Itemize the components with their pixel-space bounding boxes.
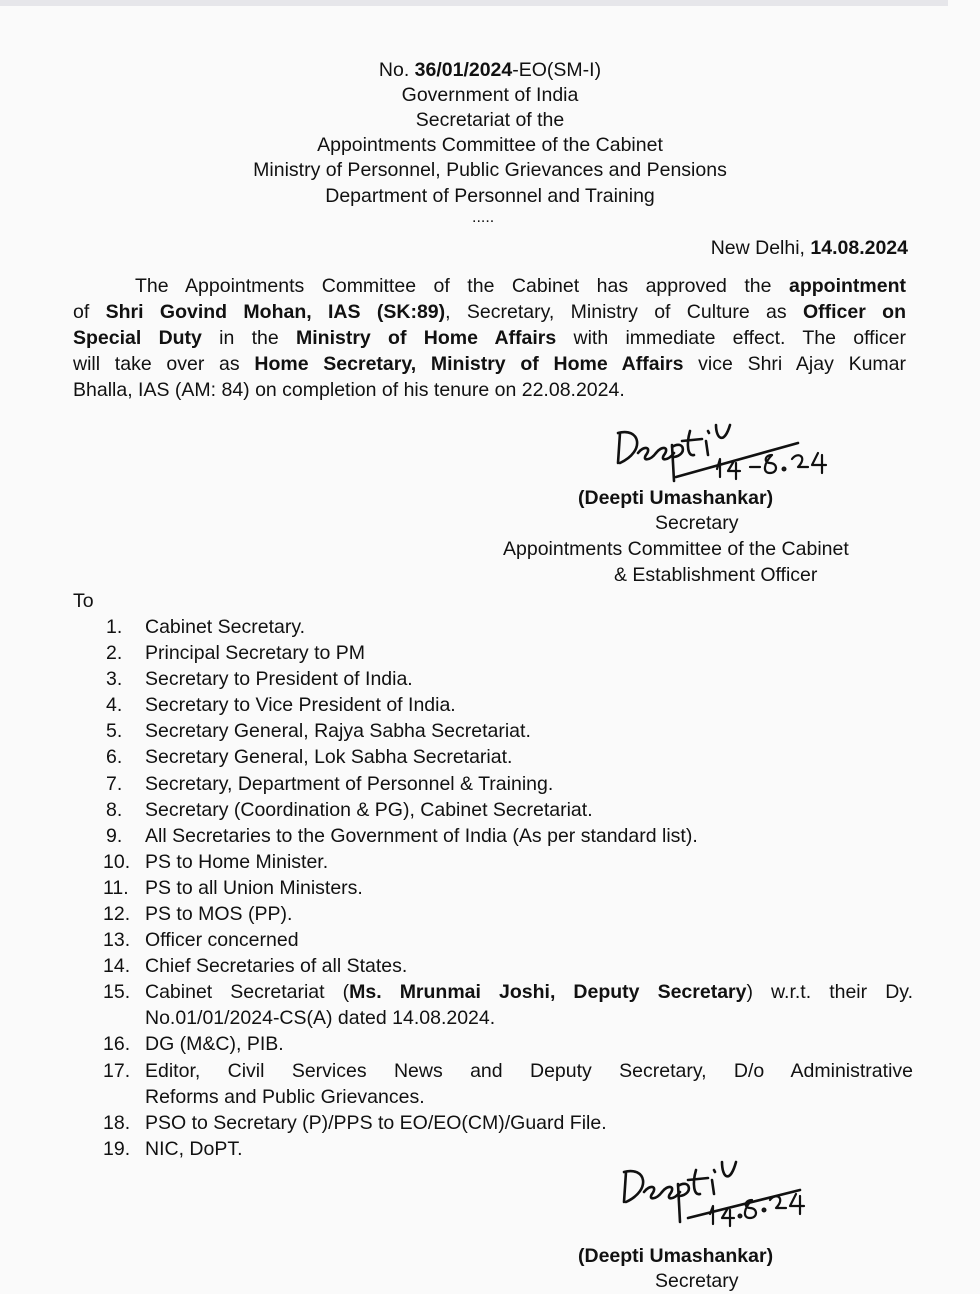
recipient-number: 8. (106, 798, 123, 821)
recipient-number: 2. (106, 642, 123, 665)
recipient-item (103, 927, 913, 953)
dateline: New Delhi, 14.08.2024 (710, 237, 908, 259)
recipient-text: Cabinet Secretary. (145, 616, 306, 638)
recipient-item (103, 718, 913, 744)
recipient-item (103, 771, 913, 797)
paragraph-line-1: The Appointments Committee of the Cabinet has approved the appointment (135, 275, 906, 297)
recipient-text: Editor, Civil Services News and Deputy Secretary, D/o Administrative (145, 1059, 913, 1082)
recipient-number: 6. (106, 746, 123, 769)
header-department: Department of Personnel and Training (325, 185, 655, 207)
recipient-number: 17. (103, 1059, 131, 1082)
recipient-text: Principal Secretary to PM (145, 642, 365, 665)
recipient-text: Secretary to President of India. (145, 668, 413, 691)
recipient-number: 12. (103, 903, 131, 926)
paragraph-line-2: of Shri Govind Mohan, IAS (SK:89), Secretary, Ministry of Culture as Officer on (73, 301, 906, 323)
recipient-number: 10. (103, 850, 131, 873)
recipient-item (103, 823, 913, 849)
recipient-number: 18. (103, 1111, 131, 1134)
recipient-item (103, 1110, 913, 1136)
recipient-text: Chief Secretaries of all States. (145, 955, 408, 978)
recipient-text: Secretary General, Rajya Sabha Secretariat. (145, 720, 531, 743)
header-ministry: Ministry of Personnel, Public Grievances and Pensions (253, 159, 727, 181)
header-government: Government of India (401, 84, 579, 106)
recipient-text: DG (M&C), PIB. (145, 1033, 284, 1056)
recipient-text-continued: Reforms and Public Grievances. (145, 1085, 425, 1108)
recipient-item (103, 797, 913, 823)
signatory-name-1: (Deepti Umashankar) (578, 487, 774, 509)
recipient-item (103, 849, 913, 875)
recipient-item (103, 692, 913, 718)
recipient-item (103, 640, 913, 666)
recipient-item (103, 614, 913, 640)
order-paragraph (73, 273, 906, 403)
recipient-number: 4. (106, 694, 123, 717)
signatory-name-2: (Deepti Umashankar) (578, 1245, 774, 1267)
header-separator: ..... (472, 209, 495, 226)
recipient-text: Secretary (Coordination & PG), Cabinet Secretariat. (145, 798, 593, 821)
order-number: No. 36/01/2024-EO(SM-I) (378, 59, 602, 81)
recipient-number: 14. (103, 955, 131, 978)
handwritten-signature-2 (618, 1150, 858, 1236)
distribution-list (103, 614, 913, 1162)
recipient-text: Secretary to Vice President of India. (145, 694, 456, 717)
recipient-number: 1. (106, 616, 123, 638)
paragraph-line-4: will take over as Home Secretary, Ministry of Home Affairs vice Shri Ajay Kumar (73, 353, 907, 375)
header-committee: Appointments Committee of the Cabinet (317, 134, 663, 156)
recipient-text: Secretary, Department of Personnel & Training. (145, 772, 554, 795)
to-label: To (73, 590, 94, 612)
recipient-item (103, 1031, 913, 1057)
recipient-number: 3. (106, 668, 123, 691)
recipient-text: PS to MOS (PP). (145, 903, 293, 926)
recipient-number: 15. (103, 981, 131, 1004)
recipient-number: 5. (106, 720, 123, 743)
signatory-title-1: Secretary (655, 512, 739, 534)
recipient-text: NIC, DoPT. (145, 1137, 243, 1160)
recipient-number: 16. (103, 1033, 131, 1056)
recipient-text: All Secretaries to the Government of India (As per standard list). (145, 824, 698, 847)
recipient-number: 13. (103, 929, 131, 952)
recipient-text: PS to all Union Ministers. (145, 876, 363, 899)
paragraph-line-5: Bhalla, IAS (AM: 84) on completion of his tenure on 22.08.2024. (73, 379, 625, 401)
recipient-item (103, 979, 913, 1031)
recipient-text: PSO to Secretary (P)/PPS to EO/EO(CM)/Guard File. (145, 1111, 607, 1134)
recipient-number: 9. (106, 824, 123, 847)
recipient-item (103, 875, 913, 901)
header-secretariat: Secretariat of the (415, 109, 565, 131)
recipient-text: Secretary General, Lok Sabha Secretariat. (145, 746, 513, 769)
signatory-org-1: Appointments Committee of the Cabinet (503, 538, 849, 560)
recipient-item (103, 901, 913, 927)
recipient-item (103, 744, 913, 770)
recipient-number: 7. (106, 772, 123, 795)
signatory-role-1: & Establishment Officer (614, 564, 818, 586)
recipient-text: Cabinet Secretariat (Ms. Mrunmai Joshi, Deputy Secretary) w.r.t. their Dy. (145, 981, 913, 1004)
recipient-text-continued: No.01/01/2024-CS(A) dated 14.08.2024. (145, 1007, 496, 1030)
paragraph-line-3: Special Duty in the Ministry of Home Affairs with immediate effect. The officer (73, 327, 906, 349)
recipient-number: 11. (103, 876, 129, 899)
recipient-item (103, 953, 913, 979)
recipient-item (103, 666, 913, 692)
recipient-item (103, 1058, 913, 1110)
recipient-number: 19. (103, 1137, 131, 1160)
recipient-text: Officer concerned (145, 929, 299, 952)
screen-top-edge (0, 0, 948, 6)
recipient-text: PS to Home Minister. (145, 850, 329, 873)
signatory-title-2-cropped: Secretary (655, 1270, 739, 1292)
